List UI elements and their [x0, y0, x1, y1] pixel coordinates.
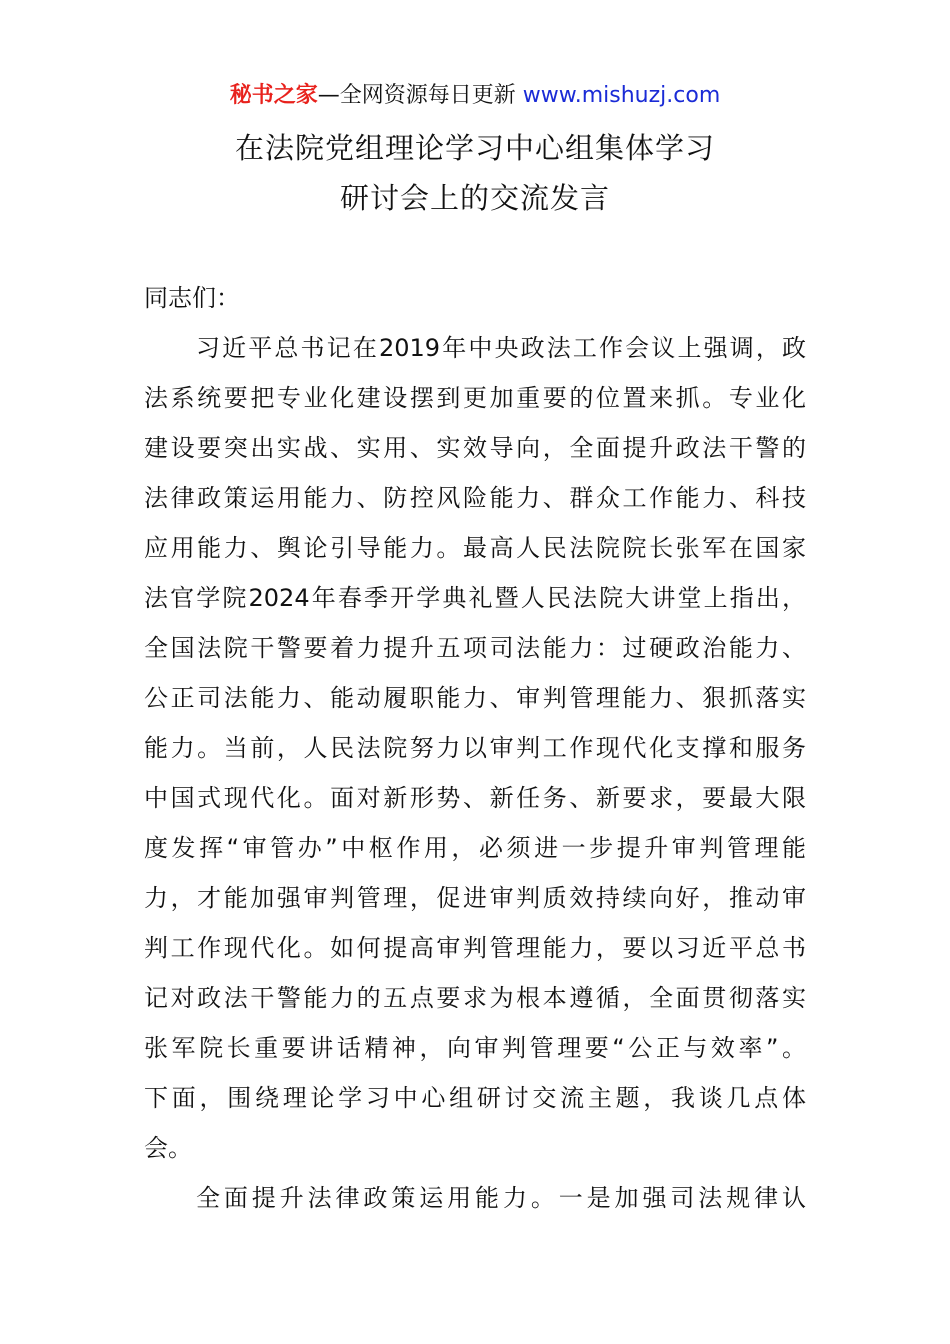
body-line: 会。: [144, 1134, 192, 1162]
body-line: 法律政策运用能力、防控风险能力、群众工作能力、科技: [144, 484, 806, 512]
header-tagline: —全网资源每日更新: [317, 83, 523, 108]
body-line: 法官学院2024年春季开学典礼暨人民法院大讲堂上指出，: [144, 584, 806, 612]
body-line: 建设要突出实战、实用、实效导向，全面提升政法干警的: [144, 434, 806, 462]
body-line: 下面，围绕理论学习中心组研讨交流主题，我谈几点体: [144, 1084, 806, 1112]
body-line: 张军院长重要讲话精神，向审判管理要“公正与效率”。: [144, 1034, 806, 1062]
body-line: 应用能力、舆论引导能力。最高人民法院院长张军在国家: [144, 534, 806, 562]
body-line: 判工作现代化。如何提高审判管理能力，要以习近平总书: [144, 934, 806, 962]
body-line: 全国法院干警要着力提升五项司法能力：过硬政治能力、: [144, 634, 806, 662]
body-line: 公正司法能力、能动履职能力、审判管理能力、狠抓落实: [144, 684, 806, 712]
salutation: 同志们：: [144, 284, 240, 312]
body-line: 记对政法干警能力的五点要求为根本遵循，全面贯彻落实: [144, 984, 806, 1012]
brand-name: 秘书之家: [229, 83, 318, 108]
body-line: 度发挥“审管办”中枢作用，必须进一步提升审判管理能: [144, 834, 806, 862]
document-title-line-1: 在法院党组理论学习中心组集体学习: [234, 131, 715, 165]
body-line: 法系统要把专业化建设摆到更加重要的位置来抓。专业化: [144, 384, 806, 412]
site-url[interactable]: www.mishuzj.com: [522, 83, 721, 108]
body-line: 能力。当前，人民法院努力以审判工作现代化支撑和服务: [144, 734, 806, 762]
body-line: 习近平总书记在2019年中央政法工作会议上强调，政: [196, 334, 806, 362]
document-title-line-2: 研讨会上的交流发言: [339, 181, 610, 215]
body-line: 力，才能加强审判管理，促进审判质效持续向好，推动审: [144, 884, 806, 912]
body-line: 中国式现代化。面对新形势、新任务、新要求，要最大限: [144, 784, 806, 812]
site-header: [0, 80, 950, 112]
body-line: 全面提升法律政策运用能力。一是加强司法规律认: [196, 1184, 806, 1212]
